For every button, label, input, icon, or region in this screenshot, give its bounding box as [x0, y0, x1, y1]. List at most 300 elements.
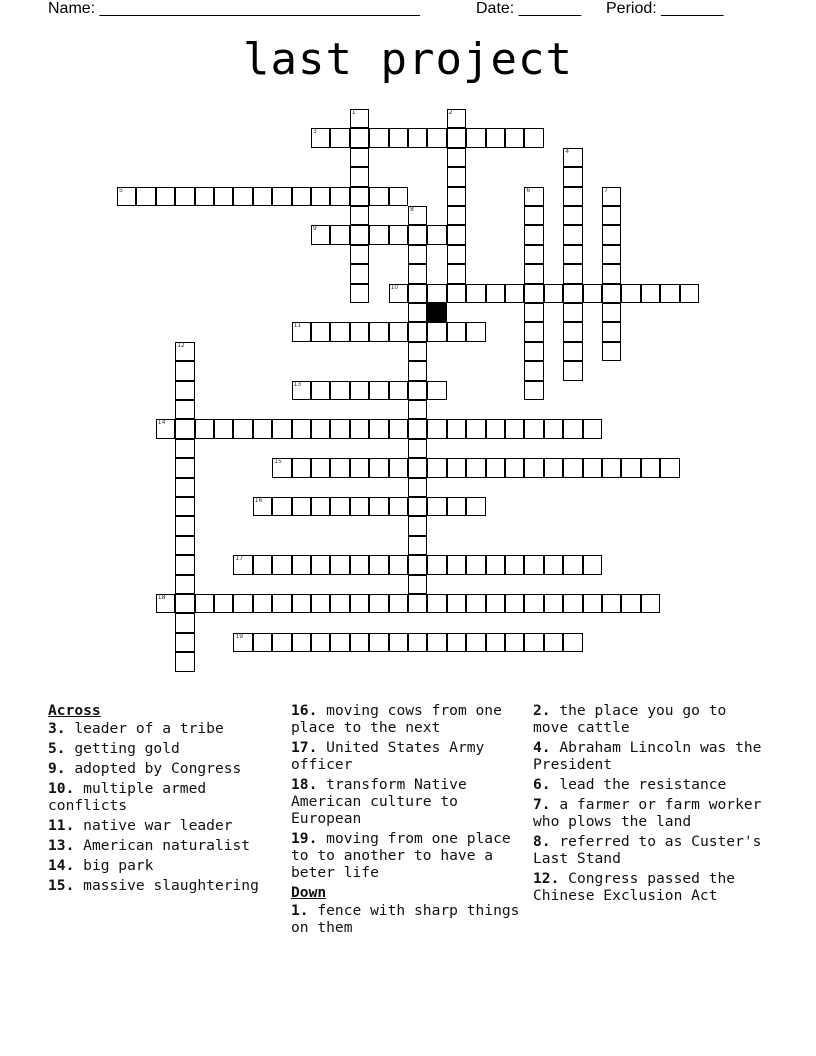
grid-cell[interactable]: [563, 458, 582, 477]
grid-cell[interactable]: [447, 264, 466, 283]
grid-cell[interactable]: [505, 128, 524, 147]
clue-item: [533, 833, 763, 867]
grid-cell[interactable]: [447, 284, 466, 303]
grid-cell[interactable]: [350, 167, 369, 186]
grid-cell[interactable]: [292, 594, 311, 613]
grid-cell[interactable]: [311, 555, 330, 574]
grid-cell[interactable]: [427, 497, 446, 516]
grid-cell[interactable]: [350, 128, 369, 147]
grid-cell[interactable]: [602, 594, 621, 613]
grid-cell[interactable]: [505, 284, 524, 303]
grid-cell[interactable]: [175, 381, 194, 400]
grid-cell[interactable]: [524, 187, 543, 206]
grid-cell[interactable]: [214, 419, 233, 438]
grid-cell[interactable]: [311, 381, 330, 400]
grid-cell[interactable]: [408, 478, 427, 497]
grid-cell[interactable]: [544, 458, 563, 477]
grid-cell[interactable]: [311, 594, 330, 613]
grid-cell[interactable]: [544, 555, 563, 574]
grid-cell[interactable]: [350, 322, 369, 341]
grid-cell[interactable]: [524, 381, 543, 400]
grid-cell[interactable]: [292, 322, 311, 341]
grid-cell[interactable]: [389, 633, 408, 652]
grid-cell[interactable]: [175, 342, 194, 361]
grid-cell[interactable]: [350, 497, 369, 516]
grid-cell[interactable]: [408, 458, 427, 477]
grid-cell[interactable]: [272, 497, 291, 516]
clue-item: [291, 902, 527, 936]
grid-cell[interactable]: [369, 322, 388, 341]
grid-cell[interactable]: [544, 419, 563, 438]
clue-item: [533, 776, 763, 793]
grid-cell[interactable]: [311, 633, 330, 652]
grid-cell[interactable]: [408, 381, 427, 400]
grid-cell[interactable]: [427, 555, 446, 574]
grid-cell[interactable]: [583, 458, 602, 477]
grid-cell[interactable]: [505, 633, 524, 652]
grid-cell[interactable]: [389, 225, 408, 244]
grid-cell[interactable]: [563, 342, 582, 361]
clues-column-3: [533, 702, 763, 907]
grid-cell[interactable]: [447, 206, 466, 225]
grid-cell[interactable]: [524, 206, 543, 225]
grid-cell[interactable]: [427, 225, 446, 244]
grid-cell[interactable]: [292, 497, 311, 516]
clue-item-number: 18.: [291, 776, 327, 793]
grid-cell[interactable]: [175, 497, 194, 516]
clues-column-2: [291, 702, 527, 939]
grid-cell[interactable]: [524, 264, 543, 283]
grid-cell[interactable]: [447, 109, 466, 128]
grid-cell[interactable]: [253, 187, 272, 206]
grid-cell[interactable]: [524, 225, 543, 244]
grid-cell[interactable]: [369, 225, 388, 244]
grid-cell[interactable]: [311, 458, 330, 477]
grid-cell[interactable]: [350, 419, 369, 438]
grid-cell[interactable]: [369, 555, 388, 574]
clue-number: 17: [235, 555, 244, 563]
grid-cell[interactable]: [175, 361, 194, 380]
grid-cell[interactable]: [195, 419, 214, 438]
grid-cell[interactable]: [175, 187, 194, 206]
clue-item-text: getting gold: [74, 740, 180, 757]
grid-cell[interactable]: [330, 497, 349, 516]
grid-cell[interactable]: [505, 594, 524, 613]
clue-item: [48, 837, 278, 854]
grid-cell[interactable]: [350, 594, 369, 613]
clue-item-text: adopted by Congress: [74, 760, 242, 777]
grid-cell[interactable]: [156, 187, 175, 206]
grid-cell[interactable]: [602, 245, 621, 264]
grid-cell[interactable]: [466, 322, 485, 341]
grid-cell[interactable]: [563, 633, 582, 652]
grid-cell[interactable]: [621, 594, 640, 613]
grid-cell[interactable]: [214, 187, 233, 206]
grid-cell[interactable]: [330, 128, 349, 147]
grid-cell[interactable]: [292, 555, 311, 574]
grid-cell[interactable]: [524, 342, 543, 361]
grid-cell[interactable]: [233, 419, 252, 438]
grid-cell[interactable]: [427, 381, 446, 400]
grid-cell[interactable]: [505, 555, 524, 574]
grid-cell[interactable]: [486, 594, 505, 613]
grid-cell[interactable]: [311, 225, 330, 244]
clue-item: [48, 877, 278, 894]
grid-cell[interactable]: [641, 458, 660, 477]
grid-cell[interactable]: [524, 458, 543, 477]
grid-cell[interactable]: [214, 594, 233, 613]
grid-cell[interactable]: [563, 322, 582, 341]
grid-cell[interactable]: [311, 128, 330, 147]
clue-item-text: moving from one place to to another to have a beter life: [291, 830, 511, 881]
clue-item: [291, 776, 527, 827]
grid-cell[interactable]: [233, 187, 252, 206]
grid-cell[interactable]: [350, 458, 369, 477]
grid-cell[interactable]: [369, 187, 388, 206]
grid-cell[interactable]: [233, 555, 252, 574]
grid-cell[interactable]: [680, 284, 699, 303]
grid-cell[interactable]: [175, 555, 194, 574]
grid-cell[interactable]: [563, 303, 582, 322]
clue-item-number: 2.: [533, 702, 560, 719]
grid-cell[interactable]: [408, 322, 427, 341]
grid-cell[interactable]: [466, 284, 485, 303]
grid-cell[interactable]: [136, 187, 155, 206]
grid-cell[interactable]: [175, 400, 194, 419]
grid-cell[interactable]: [175, 419, 194, 438]
grid-cell[interactable]: [563, 264, 582, 283]
grid-cell[interactable]: [602, 225, 621, 244]
grid-cell[interactable]: [233, 633, 252, 652]
grid-cell[interactable]: [602, 284, 621, 303]
grid-cell[interactable]: [427, 633, 446, 652]
grid-cell[interactable]: [389, 322, 408, 341]
grid-cell[interactable]: [195, 187, 214, 206]
grid-cell[interactable]: [408, 361, 427, 380]
grid-cell[interactable]: [524, 555, 543, 574]
grid-cell[interactable]: [292, 633, 311, 652]
grid-cell[interactable]: [583, 419, 602, 438]
grid-cell[interactable]: [330, 555, 349, 574]
clue-item-number: 12.: [533, 870, 569, 887]
grid-cell[interactable]: [466, 128, 485, 147]
clue-item-text: United States Army officer: [291, 739, 485, 773]
grid-cell[interactable]: [408, 342, 427, 361]
grid-cell[interactable]: [447, 322, 466, 341]
grid-cell[interactable]: [583, 555, 602, 574]
page-title: last project: [243, 34, 573, 85]
grid-cell[interactable]: [660, 284, 679, 303]
grid-cell[interactable]: [175, 633, 194, 652]
clue-item-text: massive slaughtering: [83, 877, 259, 894]
grid-cell[interactable]: [408, 245, 427, 264]
clue-item-number: 17.: [291, 739, 327, 756]
grid-cell[interactable]: [175, 613, 194, 632]
grid-cell[interactable]: [253, 497, 272, 516]
clue-number: 2: [448, 109, 453, 116]
grid-cell[interactable]: [389, 458, 408, 477]
grid-cell[interactable]: [447, 128, 466, 147]
period-field-label: Period: _______: [606, 0, 724, 17]
grid-cell[interactable]: [408, 516, 427, 535]
grid-cell[interactable]: [447, 225, 466, 244]
grid-cell[interactable]: [253, 633, 272, 652]
grid-cell[interactable]: [389, 284, 408, 303]
grid-cell[interactable]: [602, 206, 621, 225]
grid-cell[interactable]: [408, 536, 427, 555]
grid-cell[interactable]: [311, 419, 330, 438]
grid-cell[interactable]: [602, 458, 621, 477]
grid-cell[interactable]: [621, 458, 640, 477]
grid-cell[interactable]: [272, 594, 291, 613]
grid-cell[interactable]: [330, 225, 349, 244]
grid-cell[interactable]: [447, 594, 466, 613]
grid-cell[interactable]: [660, 458, 679, 477]
grid-cell[interactable]: [544, 284, 563, 303]
grid-cell[interactable]: [233, 594, 252, 613]
grid-cell[interactable]: [427, 322, 446, 341]
grid-cell[interactable]: [447, 633, 466, 652]
grid-cell[interactable]: [175, 516, 194, 535]
grid-cell[interactable]: [389, 594, 408, 613]
grid-cell[interactable]: [641, 284, 660, 303]
grid-cell[interactable]: [486, 419, 505, 438]
grid-cell[interactable]: [621, 284, 640, 303]
grid-cell[interactable]: [447, 555, 466, 574]
grid-cell[interactable]: [563, 594, 582, 613]
grid-cell[interactable]: [563, 167, 582, 186]
grid-cell[interactable]: [350, 381, 369, 400]
grid-cell[interactable]: [408, 225, 427, 244]
grid-cell[interactable]: [389, 497, 408, 516]
grid-cell[interactable]: [272, 419, 291, 438]
grid-cell[interactable]: [427, 128, 446, 147]
grid-cell[interactable]: [486, 128, 505, 147]
grid-cell[interactable]: [544, 633, 563, 652]
clue-number: 3: [313, 128, 317, 136]
grid-cell[interactable]: [408, 594, 427, 613]
grid-cell[interactable]: [369, 497, 388, 516]
grid-cell[interactable]: [466, 458, 485, 477]
down-heading: Down: [291, 884, 327, 901]
clue-item-text: Abraham Lincoln was the President: [533, 739, 762, 773]
clue-number: 14: [157, 419, 166, 427]
grid-cell[interactable]: [427, 594, 446, 613]
grid-cell[interactable]: [389, 381, 408, 400]
grid-cell[interactable]: [524, 419, 543, 438]
grid-cell[interactable]: [641, 594, 660, 613]
grid-cell[interactable]: [524, 303, 543, 322]
grid-cell[interactable]: [292, 187, 311, 206]
grid-cell[interactable]: [524, 633, 543, 652]
clue-item: [533, 870, 763, 904]
grid-cell[interactable]: [524, 284, 543, 303]
grid-cell[interactable]: [427, 458, 446, 477]
grid-cell[interactable]: [447, 167, 466, 186]
grid-cell[interactable]: [524, 594, 543, 613]
grid-cell[interactable]: [408, 303, 427, 322]
grid-cell[interactable]: [602, 264, 621, 283]
clue-item-number: 5.: [48, 740, 75, 757]
grid-cell[interactable]: [583, 594, 602, 613]
grid-cell[interactable]: [330, 381, 349, 400]
grid-cell[interactable]: [330, 633, 349, 652]
clue-number: 13: [293, 380, 302, 388]
clue-number: 6: [526, 186, 531, 194]
grid-cell[interactable]: [466, 594, 485, 613]
grid-cell[interactable]: [311, 187, 330, 206]
grid-cell[interactable]: [466, 555, 485, 574]
grid-cell[interactable]: [408, 400, 427, 419]
grid-cell[interactable]: [350, 633, 369, 652]
grid-cell[interactable]: [466, 419, 485, 438]
grid-cell[interactable]: [563, 187, 582, 206]
grid-cell[interactable]: [175, 536, 194, 555]
clue-item-number: 13.: [48, 837, 84, 854]
grid-cell[interactable]: [408, 419, 427, 438]
grid-cell[interactable]: [350, 245, 369, 264]
grid-block: [427, 303, 446, 322]
clue-item-text: a farmer or farm worker who plows the land: [533, 796, 762, 830]
grid-cell[interactable]: [175, 458, 194, 477]
grid-cell[interactable]: [563, 225, 582, 244]
grid-cell[interactable]: [253, 555, 272, 574]
grid-cell[interactable]: [350, 206, 369, 225]
grid-cell[interactable]: [175, 478, 194, 497]
grid-cell[interactable]: [330, 458, 349, 477]
grid-cell[interactable]: [389, 419, 408, 438]
grid-cell[interactable]: [350, 109, 369, 128]
grid-cell[interactable]: [466, 497, 485, 516]
grid-cell[interactable]: [427, 284, 446, 303]
grid-cell[interactable]: [369, 633, 388, 652]
clue-item-text: referred to as Custer's Last Stand: [533, 833, 762, 867]
grid-cell[interactable]: [369, 381, 388, 400]
grid-cell[interactable]: [447, 148, 466, 167]
grid-cell[interactable]: [350, 284, 369, 303]
grid-cell[interactable]: [369, 458, 388, 477]
grid-cell[interactable]: [272, 555, 291, 574]
grid-cell[interactable]: [369, 594, 388, 613]
grid-cell[interactable]: [408, 128, 427, 147]
grid-cell[interactable]: [563, 245, 582, 264]
grid-cell[interactable]: [272, 187, 291, 206]
grid-cell[interactable]: [350, 187, 369, 206]
grid-cell[interactable]: [272, 633, 291, 652]
clue-item-text: native war leader: [83, 817, 233, 834]
grid-cell[interactable]: [330, 322, 349, 341]
grid-cell[interactable]: [447, 187, 466, 206]
grid-cell[interactable]: [524, 361, 543, 380]
grid-cell[interactable]: [350, 148, 369, 167]
grid-cell[interactable]: [369, 419, 388, 438]
grid-cell[interactable]: [272, 458, 291, 477]
grid-cell[interactable]: [563, 361, 582, 380]
grid-cell[interactable]: [156, 419, 175, 438]
clue-item: [48, 857, 278, 874]
grid-cell[interactable]: [253, 419, 272, 438]
grid-cell[interactable]: [447, 497, 466, 516]
grid-cell[interactable]: [408, 284, 427, 303]
grid-cell[interactable]: [602, 342, 621, 361]
grid-cell[interactable]: [563, 555, 582, 574]
grid-cell[interactable]: [563, 206, 582, 225]
grid-cell[interactable]: [330, 594, 349, 613]
grid-cell[interactable]: [486, 458, 505, 477]
grid-cell[interactable]: [350, 555, 369, 574]
grid-cell[interactable]: [563, 148, 582, 167]
clues-column-1: [48, 702, 278, 897]
grid-cell[interactable]: [408, 575, 427, 594]
grid-cell[interactable]: [175, 652, 194, 671]
clue-item-text: multiple armed conflicts: [48, 780, 207, 814]
grid-cell[interactable]: [602, 303, 621, 322]
grid-cell[interactable]: [524, 322, 543, 341]
grid-cell[interactable]: [447, 419, 466, 438]
grid-cell[interactable]: [408, 206, 427, 225]
grid-cell[interactable]: [408, 264, 427, 283]
grid-cell[interactable]: [117, 187, 136, 206]
grid-cell[interactable]: [505, 458, 524, 477]
grid-cell[interactable]: [175, 594, 194, 613]
grid-cell[interactable]: [330, 187, 349, 206]
grid-cell[interactable]: [466, 633, 485, 652]
clue-item: [48, 760, 278, 777]
grid-cell[interactable]: [389, 128, 408, 147]
grid-cell[interactable]: [156, 594, 175, 613]
clue-number: 1: [351, 109, 356, 116]
grid-cell[interactable]: [292, 419, 311, 438]
grid-cell[interactable]: [544, 594, 563, 613]
grid-cell[interactable]: [175, 575, 194, 594]
clue-item: [291, 702, 527, 736]
grid-cell[interactable]: [524, 245, 543, 264]
grid-cell[interactable]: [175, 439, 194, 458]
grid-cell[interactable]: [195, 594, 214, 613]
grid-cell[interactable]: [524, 128, 543, 147]
grid-cell[interactable]: [408, 555, 427, 574]
grid-cell[interactable]: [253, 594, 272, 613]
grid-cell[interactable]: [408, 497, 427, 516]
grid-cell[interactable]: [311, 322, 330, 341]
grid-cell[interactable]: [486, 284, 505, 303]
grid-cell[interactable]: [389, 555, 408, 574]
grid-cell[interactable]: [350, 264, 369, 283]
grid-cell[interactable]: [427, 419, 446, 438]
grid-cell[interactable]: [292, 458, 311, 477]
grid-cell[interactable]: [350, 225, 369, 244]
grid-cell[interactable]: [602, 322, 621, 341]
grid-cell[interactable]: [311, 497, 330, 516]
grid-cell[interactable]: [408, 633, 427, 652]
grid-cell[interactable]: [602, 187, 621, 206]
grid-cell[interactable]: [486, 555, 505, 574]
grid-cell[interactable]: [292, 381, 311, 400]
grid-cell[interactable]: [369, 128, 388, 147]
grid-cell[interactable]: [389, 187, 408, 206]
down-clue-list: [291, 902, 527, 936]
grid-cell[interactable]: [505, 419, 524, 438]
grid-cell[interactable]: [583, 284, 602, 303]
grid-cell[interactable]: [408, 439, 427, 458]
grid-cell[interactable]: [447, 458, 466, 477]
grid-cell[interactable]: [563, 419, 582, 438]
grid-cell[interactable]: [563, 284, 582, 303]
grid-cell[interactable]: [486, 633, 505, 652]
grid-cell[interactable]: [447, 245, 466, 264]
grid-cell[interactable]: [330, 419, 349, 438]
clue-number: 5: [119, 186, 123, 194]
